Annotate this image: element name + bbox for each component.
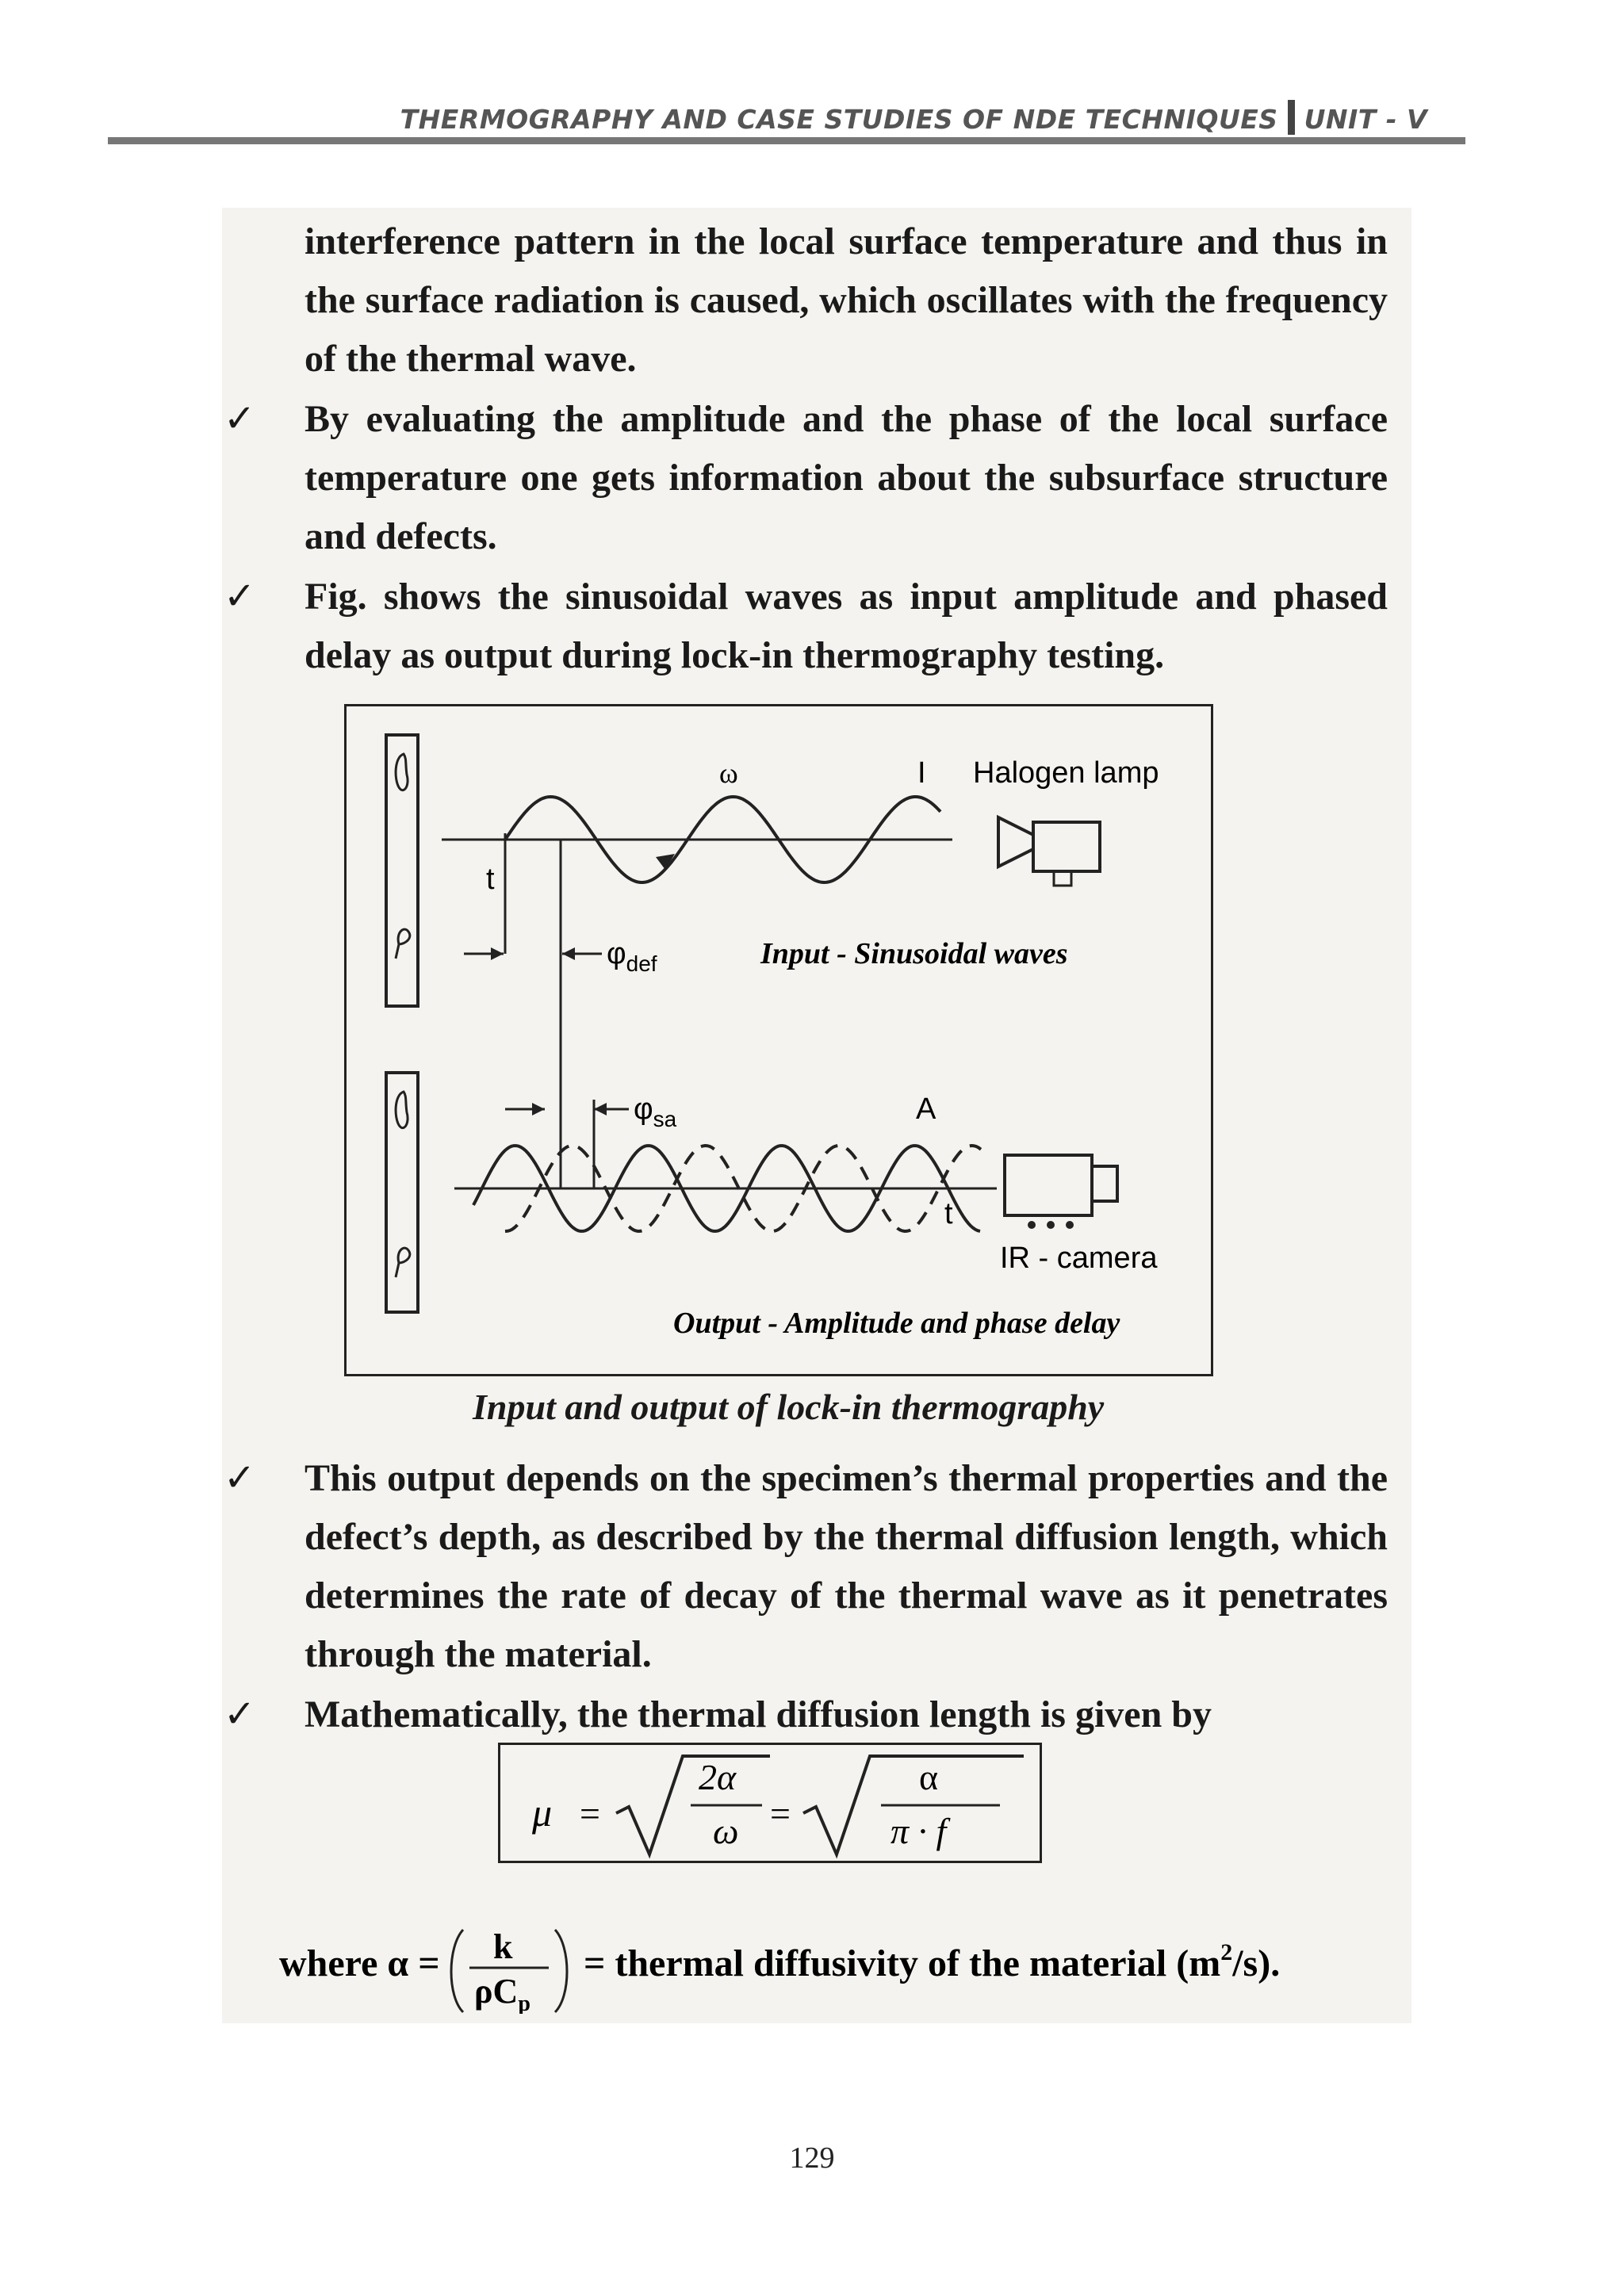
check-bullet-icon: ✓ (224, 1457, 256, 1499)
lock-in-figure (344, 704, 1213, 1376)
paragraph-figure-intro: Fig. shows the sinusoidal waves as input amplitude and phased delay as output during lock-in thermography testing. (304, 576, 1388, 676)
mu-symbol: μ (532, 1790, 553, 1835)
paragraph-diffusion-length: This output depends on the specimen’s thermal properties and the defect’s depth, as described by the thermal diffusion length, which determines the rate of decay of the thermal wave as it penetrates through the material. (304, 1457, 1388, 1675)
defect-icon (396, 1248, 410, 1277)
check-bullet-icon: ✓ (224, 1693, 256, 1735)
paragraph-continuation: interference pattern in the local surface temperature and thus in the surface radiation is caused, which oscillates with the frequency of the thermal wave. (304, 220, 1388, 380)
lamp-housing (1033, 822, 1100, 871)
camera-dot (1066, 1221, 1074, 1229)
camera-dot (1047, 1221, 1055, 1229)
check-bullet-icon: ✓ (224, 576, 256, 618)
denominator-pi-f: π · f (891, 1811, 947, 1851)
amplitude-label: A (916, 1093, 936, 1126)
arrow-head-icon (491, 947, 504, 960)
numerator-2alpha: 2α (699, 1757, 737, 1797)
figure-caption: Input and output of lock-in thermography (473, 1387, 1105, 1427)
thermal-diffusivity-text: = thermal diffusivity of the material $(m^2/s)$. (584, 1939, 1281, 1984)
ir-camera-icon (1005, 1155, 1092, 1215)
intensity-label: I (917, 756, 926, 790)
page-header (108, 97, 1465, 144)
arrow-head-icon (532, 1103, 545, 1115)
lamp-stand (1054, 871, 1071, 886)
defect-icon (396, 1092, 408, 1128)
defect-icon (396, 929, 410, 959)
omega-label: ω (719, 757, 738, 789)
diffusion-length-formula (498, 1743, 1042, 1863)
specimen-top (386, 735, 418, 1006)
header-title: THERMOGRAPHY AND CASE STUDIES OF NDE TECHNIQUES (400, 104, 1278, 135)
page-number: 129 (789, 2141, 835, 2175)
input-caption: Input - Sinusoidal waves (760, 937, 1068, 970)
halogen-lamp-label: Halogen lamp (973, 756, 1159, 790)
header-text (400, 100, 1427, 135)
ir-camera-label: IR - camera (1000, 1242, 1158, 1275)
numerator-alpha: α (919, 1757, 939, 1797)
header-unit: UNIT - V (1304, 104, 1427, 135)
alpha-definition-drawing (279, 1919, 1405, 2014)
camera-lens (1092, 1166, 1117, 1201)
header-rule (108, 137, 1465, 144)
header-separator (1288, 100, 1295, 135)
halogen-lamp-icon (998, 817, 1033, 867)
arrow-head-icon (562, 947, 575, 960)
equals-sign: = (770, 1793, 791, 1834)
specimen-bottom (386, 1073, 418, 1312)
right-paren (555, 1930, 567, 2012)
denominator-omega: ω (713, 1811, 739, 1851)
left-paren (451, 1930, 463, 2012)
arrow-head-icon (594, 1103, 607, 1115)
formula-drawing (500, 1745, 1040, 1861)
phi-sa-label: $\varphi_{sa}$ (634, 1093, 677, 1131)
frac-numerator-k: k (493, 1927, 513, 1966)
paragraph-amplitude-phase: By evaluating the amplitude and the phase of the local surface temperature one gets information about the subsurface structure and defects. (304, 398, 1388, 557)
equals-sign: = (580, 1793, 600, 1834)
camera-dot (1028, 1221, 1036, 1229)
paragraph-mathematically: Mathematically, the thermal diffusion length is given by (304, 1693, 1212, 1735)
lock-in-diagram (347, 706, 1211, 1374)
where-alpha-prefix: where α = (279, 1942, 440, 1984)
phi-def-label: $\varphi_{def}$ (607, 937, 657, 976)
check-bullet-icon: ✓ (224, 398, 256, 440)
defect-icon (396, 754, 408, 790)
output-time-label: t (944, 1197, 953, 1230)
input-time-label: t (486, 863, 495, 896)
alpha-definition (279, 1919, 1405, 2014)
frac-denominator: $\rho C_p$ (474, 1972, 530, 2014)
output-caption: Output - Amplitude and phase delay (673, 1307, 1120, 1340)
